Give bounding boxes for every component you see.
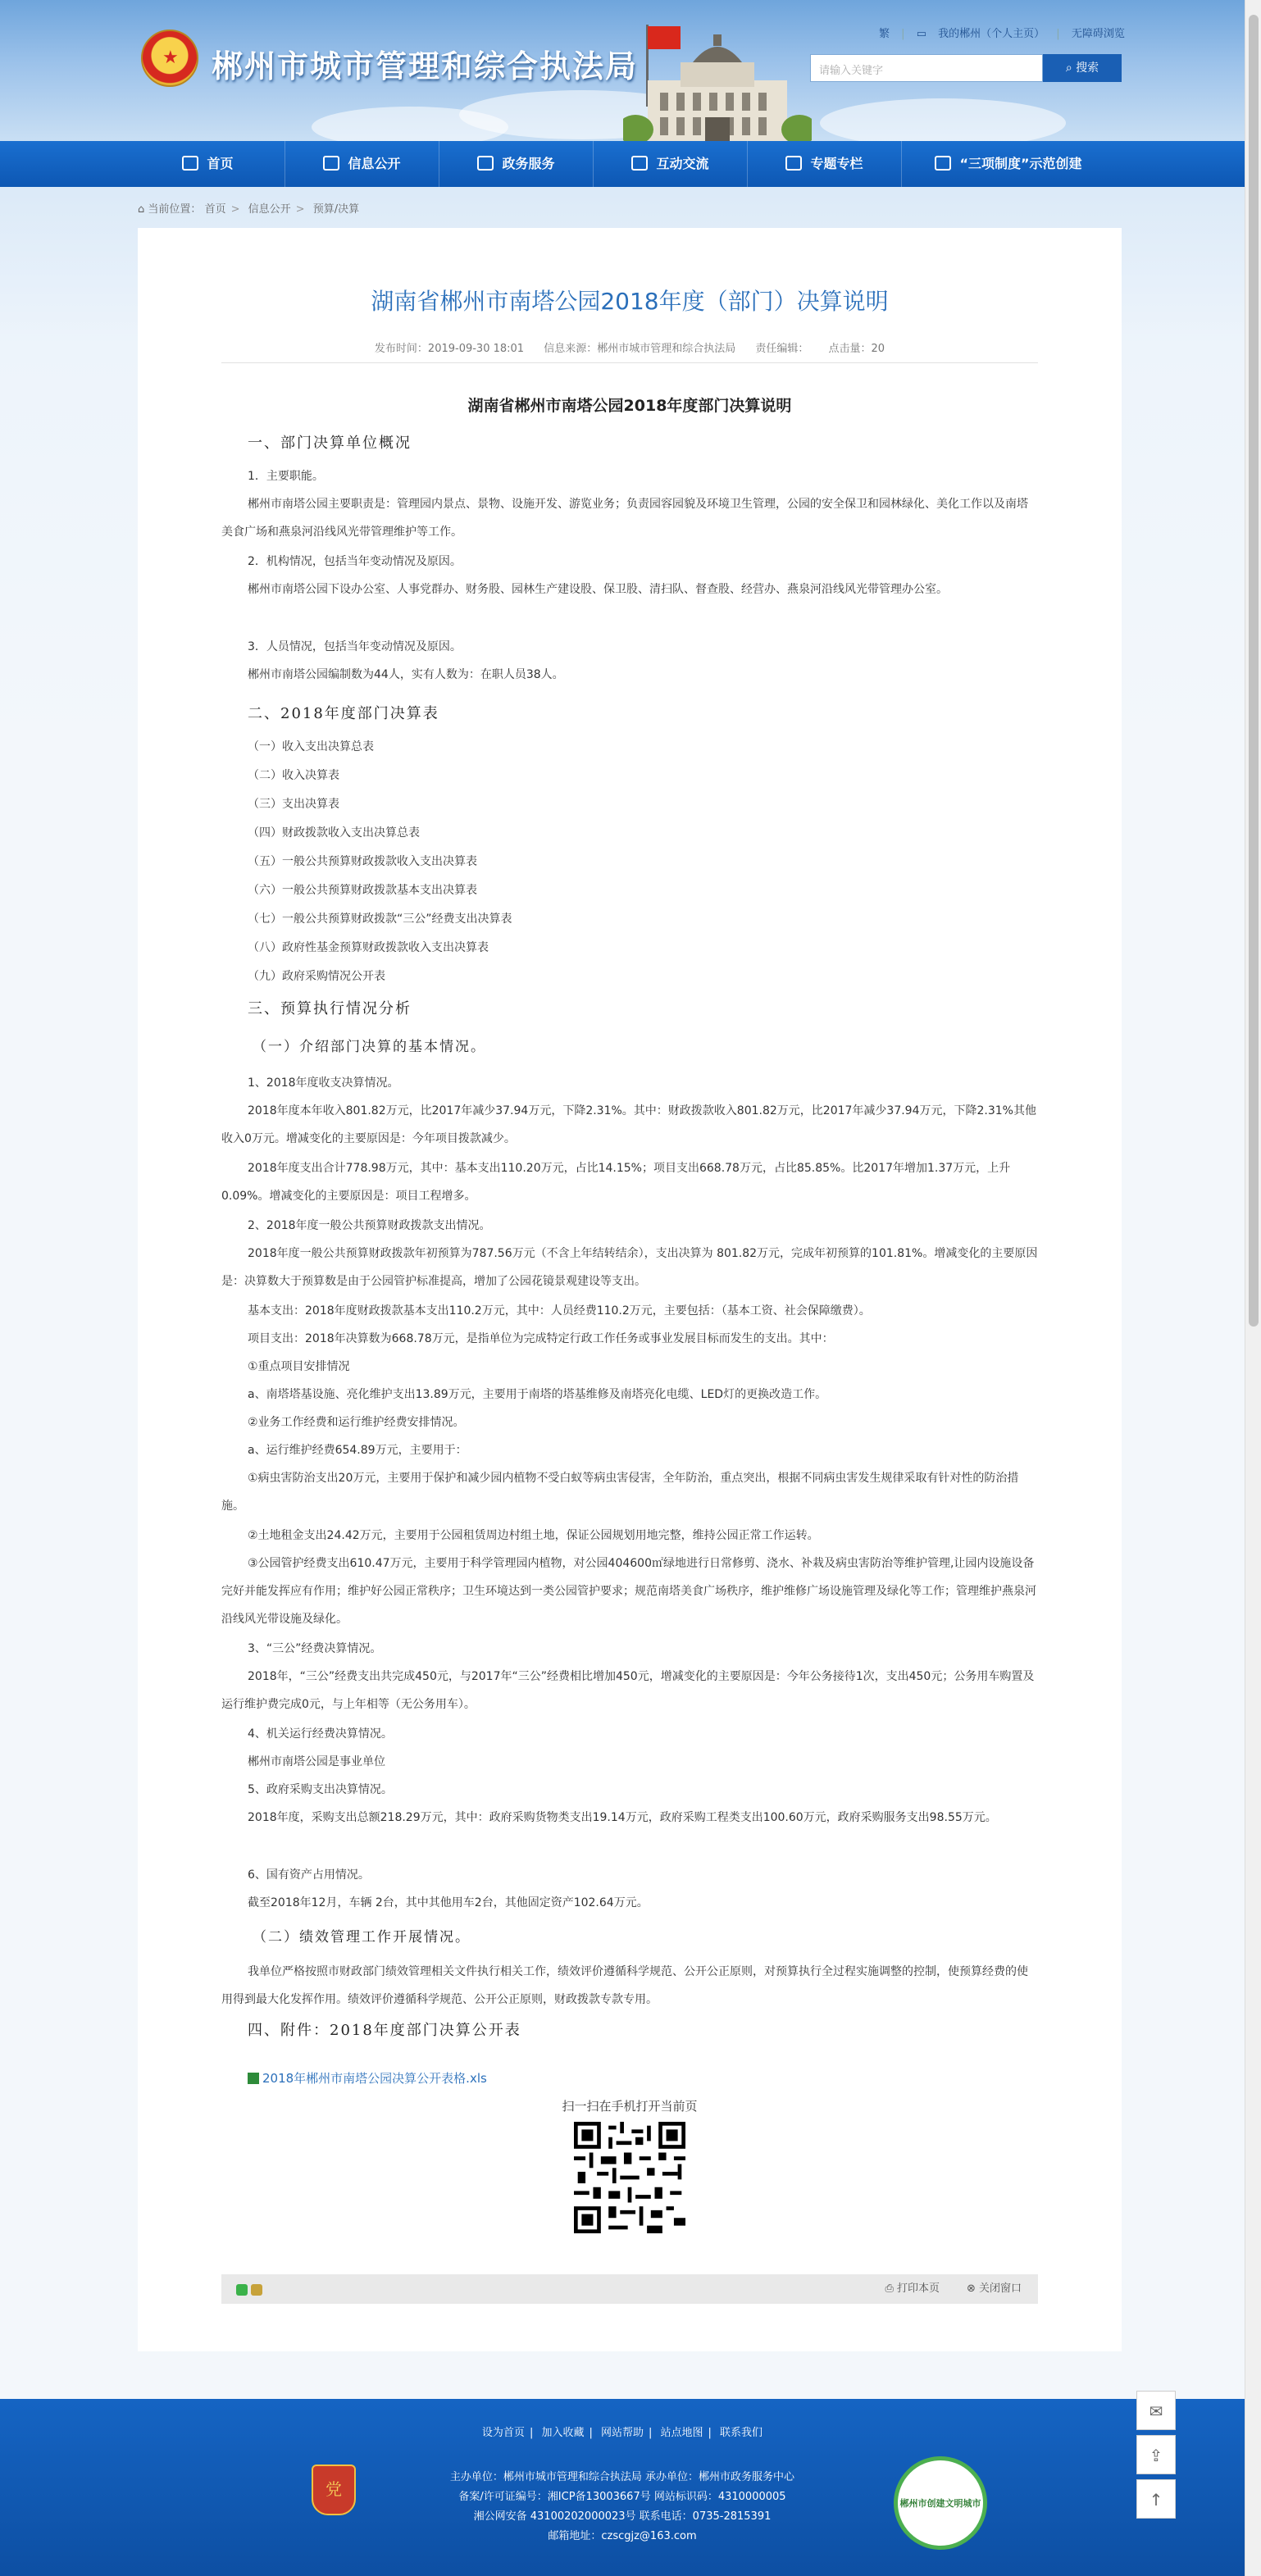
search-icon: ⌕ [1065, 61, 1072, 75]
monitor-icon: ▭ [916, 28, 926, 40]
location-icon: ⌂ [138, 203, 145, 216]
close-icon: ⊗ [966, 2282, 979, 2295]
site-header [0, 0, 1245, 141]
paragraph: 郴州市南塔公园下设办公室、人事党群办、财务股、园林生产建设股、保卫股、清扫队、督查股、经营办、燕泉河沿线风光带管理办公室。 [248, 583, 948, 596]
home-icon [182, 156, 198, 171]
edit-icon [477, 156, 494, 171]
accessibility-link[interactable]: 无障碍浏览 [1071, 28, 1125, 40]
paragraph: 2、2018年度一般公共预算财政拨款支出情况。 [248, 1219, 491, 1232]
top-links: 繁 | ▭ 我的郴州（个人主页） | 无障碍浏览 [879, 28, 1125, 40]
footer-link-favorite[interactable]: 加入收藏 [541, 2427, 585, 2439]
paragraph: 6、国有资产占用情况。 [248, 1868, 370, 1882]
civilized-city-logo[interactable]: 郴州市创建文明城市 [894, 2456, 987, 2550]
qr-code-icon [574, 2122, 685, 2233]
section-heading: 三、预算执行情况分析 [248, 1000, 412, 1017]
table-list-item: （七）一般公共预算财政拨款“三公”经费支出决算表 [248, 913, 512, 926]
search-input[interactable]: 请输入关键字 [810, 54, 1043, 82]
table-list-item: （四）财政拨款收入支出决算总表 [248, 826, 420, 840]
main-nav [0, 141, 1245, 187]
footer-email: 邮箱地址：czscgjz@163.com [548, 2530, 697, 2542]
article-title: 湖南省郴州市南塔公园2018年度（部门）决算说明 [371, 288, 889, 315]
search-button[interactable]: ⌕ 搜索 [1043, 54, 1122, 82]
my-homepage-link[interactable]: 我的郴州（个人主页） [938, 28, 1045, 40]
paragraph: ②业务工作经费和运行维护经费安排情况。 [248, 1416, 465, 1429]
site-title[interactable]: 郴州市城市管理和综合执法局 [212, 48, 639, 84]
breadcrumb-home[interactable]: 首页 [204, 203, 226, 216]
paragraph: 截至2018年12月，车辆 2台，其中其他用车2台，其他固定资产102.64万元。 [248, 1896, 649, 1909]
view-count: 点击量：20 [828, 343, 885, 355]
paragraph: 郴州市南塔公园编制数为44人，实有人数为：在职人员38人。 [248, 668, 564, 681]
paragraph: 2018年度支出合计778.98万元，其中：基本支出110.20万元，占比14.15%；项目支出668.78万元，占比85.85%。比2017年增加1.37万元，上升0.09%。增减变化的主要原因是：项目工程增多。 [221, 1162, 1011, 1203]
footer-link-help[interactable]: 网站帮助 [600, 2427, 644, 2439]
paragraph: 1．主要职能。 [248, 470, 324, 483]
article-meta [138, 339, 1122, 355]
divider [221, 362, 1038, 363]
publish-time: 发布时间：2019-09-30 18:01 [374, 343, 525, 355]
paragraph: ①重点项目安排情况 [248, 1360, 350, 1373]
nav-interaction[interactable]: 互动交流 [594, 141, 748, 187]
paragraph: 郴州市南塔公园是事业单位 [248, 1755, 385, 1768]
paragraph: 项目支出：2018年决算数为668.78万元，是指单位为完成特定行政工作任务或事业发展目标而发生的支出。其中： [248, 1332, 834, 1345]
attachment-link[interactable]: 2018年郴州市南塔公园决算公开表格.xls [248, 2069, 487, 2087]
paragraph: 基本支出：2018年度财政拨款基本支出110.2万元，其中：人员经费110.2万元，主要包括：（基本工资、社会保障缴费）。 [248, 1304, 871, 1318]
nav-info-public[interactable]: 信息公开 [285, 141, 439, 187]
excel-file-icon [248, 2073, 259, 2084]
paragraph: 3．人员情况，包括当年变动情况及原因。 [248, 640, 462, 653]
paragraph: ③公园管护经费支出610.47万元，主要用于科学管理园内植物，对公园404600㎡绿地进行日常修剪、浇水、补栽及病虫害防治等维护管理,让园内设施设备完好并能发挥应有作用；维护好公园正常秩序；卫生环境达到一类公园管护要求；规范南塔美食广场秩序，维护维修广场设施管理及绿化等工作；管理维护燕泉河沿线风光带设施及绿化。 [221, 1557, 1036, 1626]
footer-link-contact[interactable]: 联系我们 [720, 2427, 763, 2439]
paragraph: ②土地租金支出24.42万元，主要用于公园租赁周边村组土地，保证公园规划用地完整，维持公园正常工作运转。 [248, 1529, 819, 1542]
table-list-item: （六）一般公共预算财政拨款基本支出决算表 [248, 884, 477, 897]
section-heading: 四、附件：2018年度部门决算公开表 [248, 2022, 521, 2039]
paragraph: 郴州市南塔公园主要职责是：管理园内景点、景物、设施开发、游览业务；负责园容园貌及环境卫生管理，公园的安全保卫和园林绿化、美化工作以及南塔美食广场和燕泉河沿线风光带管理维护等工作。 [221, 498, 1028, 539]
page-scrollbar[interactable] [1245, 0, 1261, 2576]
party-badge-icon[interactable]: 党 [312, 2464, 356, 2515]
chat-icon [631, 156, 648, 171]
subsection-heading: （二）绩效管理工作开展情况。 [253, 1929, 471, 1946]
qr-label: 扫一扫在手机打开当前页 [562, 2099, 698, 2114]
building-illustration [623, 31, 812, 141]
footer-police: 湘公网安备 43100202000023号 联系电话：0735-2815391 [473, 2510, 772, 2523]
subsection-heading: （一）介绍部门决算的基本情况。 [253, 1039, 486, 1055]
footer-sponsor: 主办单位：郴州市城市管理和综合执法局 承办单位：郴州市政务服务中心 [449, 2471, 795, 2483]
traditional-chinese-link[interactable]: 繁 [879, 28, 890, 40]
breadcrumb: ⌂ 当前位置： 首页 > 信息公开 > 预算/决算 [138, 203, 360, 216]
print-button[interactable]: ⎙ 打印本页 [885, 2282, 940, 2295]
footer-link-homepage[interactable]: 设为首页 [481, 2427, 525, 2439]
paragraph: 2018年度，采购支出总额218.29万元，其中：政府采购货物类支出19.14万元，政府采购工程类支出100.60万元，政府采购服务支出98.55万元。 [248, 1811, 997, 1824]
table-list-item: （五）一般公共预算财政拨款收入支出决算表 [248, 855, 477, 868]
table-list-item: （三）支出决算表 [248, 798, 339, 811]
footer-links: 设为首页 | 加入收藏 | 网站帮助 | 站点地图 | 联系我们 [481, 2427, 763, 2439]
scrollbar-thumb[interactable] [1249, 15, 1259, 1327]
weibo-share-icon[interactable] [251, 2284, 262, 2296]
site-footer [0, 2399, 1245, 2576]
stack-icon [935, 156, 951, 171]
national-emblem-icon: ★ [141, 30, 198, 87]
footer-link-sitemap[interactable]: 站点地图 [660, 2427, 703, 2439]
paragraph: 2018年度一般公共预算财政拨款年初预算为787.56万元（不含上年结转结余），支出决算为 801.82万元，完成年初预算的101.81%。增减变化的主要原因是：决算数大于预算数是由于公园管护标准提高，增加了公园花镜景观建设等支出。 [221, 1247, 1038, 1288]
section-heading: 二、2018年度部门决算表 [248, 705, 439, 722]
floating-tools [1136, 2391, 1177, 2524]
back-to-top-icon[interactable]: ↑ [1136, 2479, 1176, 2519]
paragraph: 1、2018年度收支决算情况。 [248, 1076, 399, 1090]
section-heading: 一、部门决算单位概况 [248, 435, 412, 452]
paragraph: a、运行维护经费654.89万元，主要用于： [248, 1444, 467, 1457]
nav-three-systems[interactable]: “三项制度”示范创建 [902, 141, 1115, 187]
nav-topics[interactable]: 专题专栏 [748, 141, 902, 187]
nav-home[interactable]: 首页 [131, 141, 285, 187]
paragraph: ①病虫害防治支出20万元，主要用于保护和减少园内植物不受白蚁等病虫害侵害，全年防治，重点突出，根据不同病虫害发生规律采取有针对性的防治措施。 [221, 1472, 1019, 1513]
close-window-button[interactable]: ⊗ 关闭窗口 [966, 2282, 1022, 2295]
paragraph: a、南塔塔基设施、亮化维护支出13.89万元，主要用于南塔的塔基维修及南塔亮化电缆、LED灯的更换改造工作。 [248, 1388, 827, 1401]
printer-icon: ⎙ [885, 2282, 897, 2295]
doc-title: 湖南省郴州市南塔公园2018年度部门决算说明 [467, 397, 792, 415]
paragraph: 2018年，“三公”经费支出共完成450元，与2017年“三公”经费相比增加450元，增减变化的主要原因是：今年公务接待1次，支出450元；公务用车购置及运行维护费完成0元，与上年相等（无公务用车）。 [221, 1670, 1035, 1711]
info-source: 信息来源：郴州市城市管理和综合执法局 [544, 343, 736, 355]
share-icon[interactable]: ⇪ [1136, 2435, 1176, 2474]
paragraph: 3、“三公”经费决算情况。 [248, 1642, 382, 1655]
paragraph: 4、机关运行经费决算情况。 [248, 1727, 393, 1741]
document-icon [323, 156, 339, 171]
editor: 责任编辑： [755, 343, 809, 355]
paragraph: 5、政府采购支出决算情况。 [248, 1783, 393, 1796]
article-toolbar [221, 2274, 1038, 2304]
breadcrumb-budget[interactable]: 预算/决算 [312, 203, 360, 216]
paragraph: 2．机构情况，包括当年变动情况及原因。 [248, 555, 462, 568]
table-list-item: （九）政府采购情况公开表 [248, 970, 385, 983]
wechat-icon[interactable]: ✉ [1136, 2391, 1176, 2430]
footer-icp: 备案/许可证编号：湘ICP备13003667号 网站标识码：4310000005 [458, 2491, 786, 2503]
table-list-item: （二）收入决算表 [248, 769, 339, 782]
paragraph: 2018年度本年收入801.82万元，比2017年减少37.94万元，下降2.31%。其中：财政拨款收入801.82万元，比2017年减少37.94万元，下降2.31%其他收入0万元。增减变化的主要原因是：今年项目拨款减少。 [221, 1104, 1036, 1145]
table-list-item: （八）政府性基金预算财政拨款收入支出决算表 [248, 941, 489, 954]
table-list-item: （一）收入支出决算总表 [248, 740, 374, 753]
article [138, 228, 1122, 2351]
breadcrumb-info[interactable]: 信息公开 [248, 203, 291, 216]
nav-gov-service[interactable]: 政务服务 [439, 141, 594, 187]
paragraph: 我单位严格按照市财政部门绩效管理相关文件执行相关工作，绩效评价遵循科学规范、公开公正原则，对预算执行全过程实施调整的控制，使预算经费的使用得到最大化发挥作用。绩效评价遵循科学规范、公开公正原则，财政拨款专款专用。 [221, 1965, 1028, 2006]
layers-icon [785, 156, 802, 171]
wechat-share-icon[interactable] [236, 2284, 248, 2296]
